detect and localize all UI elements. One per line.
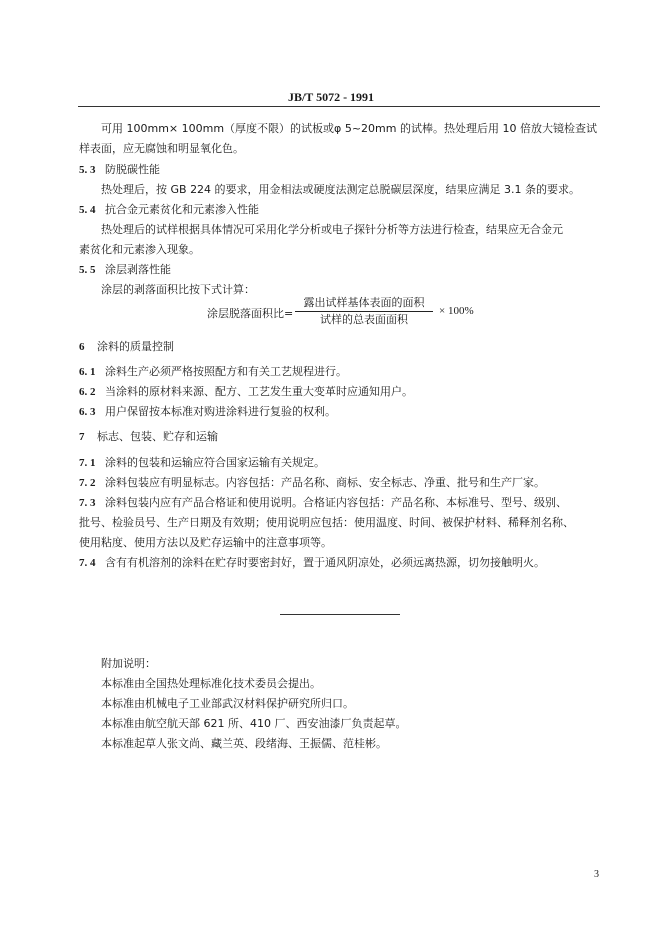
section-heading-7 [79, 430, 218, 444]
section-title: 抗合金元素贫化和元素渗入性能 [105, 203, 259, 216]
formula-denominator: 试样的总表面面积 [320, 313, 408, 326]
section-title: 防脱碳性能 [105, 163, 160, 176]
section-number: 6 [79, 341, 85, 353]
clause-text: 当涂料的原材料来源、配方、工艺发生重大变革时应通知用户。 [105, 385, 413, 398]
section-heading-6 [79, 340, 174, 354]
clause-number: 7. 4 [79, 557, 96, 569]
note-line: 本标准由机械电子工业部武汉材料保护研究所归口。 [101, 697, 354, 710]
clause-text: 涂料包装内应有产品合格证和使用说明。合格证内容包括：产品名称、本标准号、型号、级别、 [105, 496, 567, 509]
standard-code: JB/T 5072 - 1991 [287, 90, 375, 104]
clause-6-1 [79, 365, 347, 379]
section-title: 标志、包装、贮存和运输 [97, 430, 218, 443]
clause-number: 7. 2 [79, 477, 96, 489]
header-rule [78, 106, 600, 107]
note-line: 本标准起草人张文尚、藏兰英、段绪海、王振儒、范桂彬。 [101, 737, 387, 750]
end-rule [280, 614, 400, 615]
notes-title: 附加说明： [101, 657, 156, 670]
page-number: 3 [594, 869, 599, 880]
paragraph-line: 涂层的剥落面积比按下式计算： [101, 283, 255, 296]
section-number: 5. 5 [79, 264, 96, 276]
clause-number: 6. 3 [79, 406, 96, 418]
clause-7-4 [79, 556, 545, 570]
clause-text: 涂料生产必须严格按照配方和有关工艺规程进行。 [105, 365, 347, 378]
section-heading-5-4 [79, 203, 259, 217]
clause-number: 7. 1 [79, 457, 96, 469]
paragraph-line: 热处理后，按 GB 224 的要求，用金相法或硬度法测定总脱碳层深度，结果应满足 3.1 条的要求。 [101, 183, 581, 196]
fraction-bar [295, 311, 433, 312]
paragraph-line: 批号、检验员号、生产日期及有效期；使用说明应包括：使用温度、时间、被保护材料、稀释剂名称、 [79, 516, 574, 529]
clause-text: 含有有机溶剂的涂料在贮存时要密封好，置于通风阴凉处，必须远离热源，切勿接触明火。 [105, 556, 545, 569]
section-number: 5. 4 [79, 204, 96, 216]
clause-6-2 [79, 385, 413, 399]
clause-number: 7. 3 [79, 497, 96, 509]
section-heading-5-3 [79, 163, 160, 177]
section-title: 涂层剥落性能 [105, 263, 171, 276]
paragraph-line: 可用 100mm× 100mm（厚度不限）的试板或φ 5~20mm 的试棒。热处理后用 10 倍放大镜检查试 [101, 122, 597, 135]
paragraph-line: 使用粘度、使用方法以及贮存运输中的注意事项等。 [79, 536, 332, 549]
note-line: 本标准由全国热处理标准化技术委员会提出。 [101, 677, 321, 690]
clause-text: 涂料包装应有明显标志。内容包括：产品名称、商标、安全标志、净重、批号和生产厂家。 [105, 476, 545, 489]
formula-fraction [295, 296, 433, 327]
clause-text: 涂料的包装和运输应符合国家运输有关规定。 [105, 456, 325, 469]
clause-6-3 [79, 405, 336, 419]
clause-7-1 [79, 456, 325, 470]
clause-7-2 [79, 476, 545, 490]
section-title: 涂料的质量控制 [97, 340, 174, 353]
paragraph-line: 素贫化和元素渗入现象。 [79, 243, 200, 256]
clause-7-3 [79, 496, 567, 510]
formula-numerator: 露出试样基体表面的面积 [303, 296, 425, 309]
clause-number: 6. 1 [79, 366, 96, 378]
clause-number: 6. 2 [79, 386, 96, 398]
clause-text: 用户保留按本标准对购进涂料进行复验的权利。 [105, 405, 336, 418]
formula-rhs: × 100% [439, 305, 474, 317]
section-heading-5-5 [79, 263, 171, 277]
paragraph-line: 热处理后的试样根据具体情况可采用化学分析或电子探针分析等方法进行检查，结果应无合金元 [101, 223, 563, 236]
note-line: 本标准由航空航天部 621 所、410 厂、西安油漆厂负责起草。 [101, 717, 407, 730]
paragraph-line: 样表面，应无腐蚀和明显氧化色。 [79, 142, 244, 155]
section-number: 5. 3 [79, 164, 96, 176]
section-number: 7 [79, 431, 85, 443]
formula-lhs: 涂层脱落面积比= [207, 307, 294, 320]
